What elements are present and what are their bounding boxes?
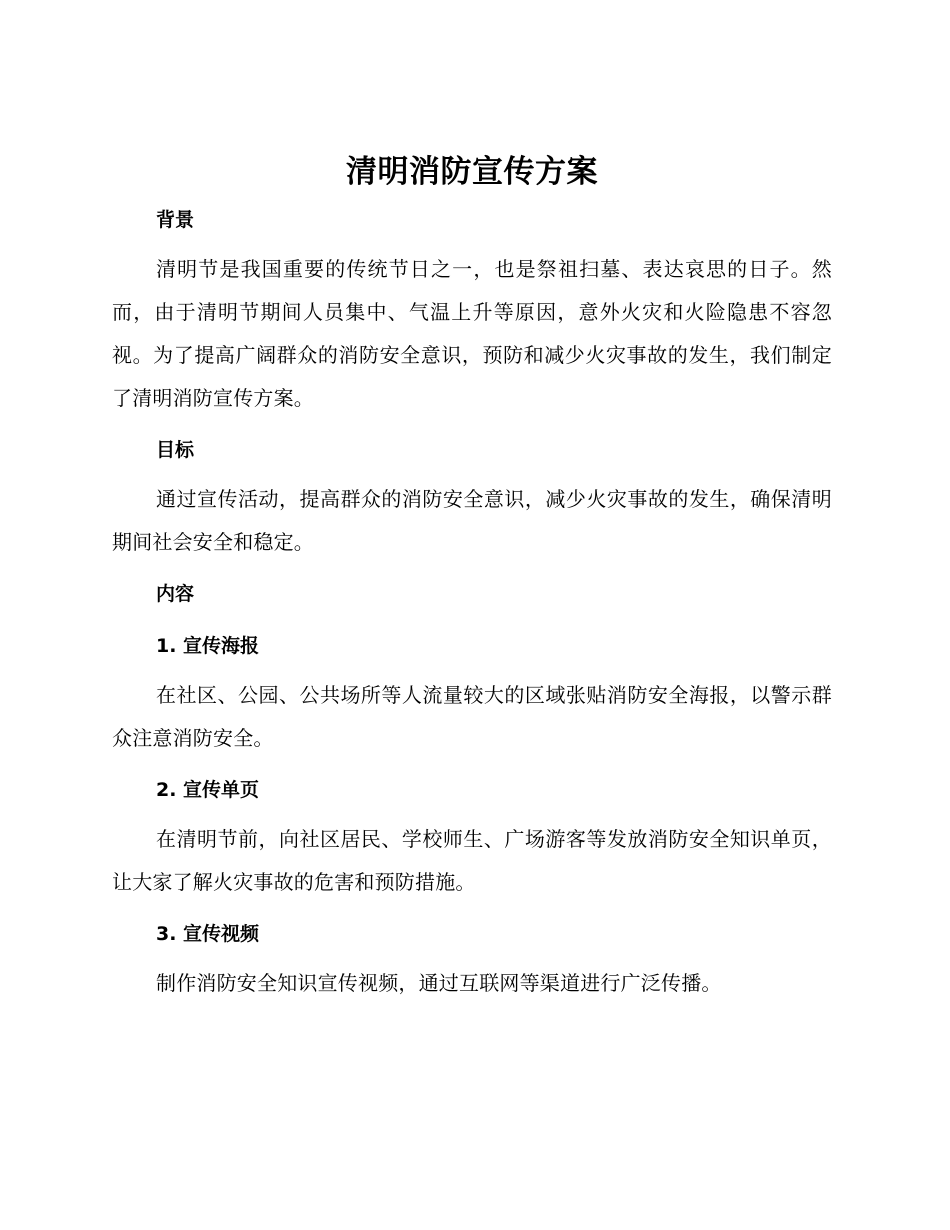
content-item-heading-leaflets: 2. 宣传单页 xyxy=(156,779,260,801)
section-heading-background: 背景 xyxy=(156,209,195,231)
document-title: 清明消防宣传方案 xyxy=(346,154,598,190)
section-heading-content: 内容 xyxy=(156,583,195,605)
content-item-heading-posters: 1. 宣传海报 xyxy=(156,635,260,657)
document-page xyxy=(112,148,832,1005)
content-item-paragraph-posters: 在社区、公园、公共场所等人流量较大的区域张贴消防安全海报，以警示群众注意消防安全。 xyxy=(112,683,832,750)
content-item-heading-video: 3. 宣传视频 xyxy=(156,923,260,945)
section-paragraph-goal: 通过宣传活动，提高群众的消防安全意识，减少火灾事故的发生，确保清明期间社会安全和稳定。 xyxy=(112,487,832,554)
section-paragraph-background: 清明节是我国重要的传统节日之一，也是祭祖扫墓、表达哀思的日子。然而，由于清明节期间人员集中、气温上升等原因，意外火灾和火险隐患不容忽视。为了提高广阔群众的消防安全意识，预防和减少火灾事故的发生，我们制定了清明消防宣传方案。 xyxy=(112,257,832,410)
content-item-paragraph-video: 制作消防安全知识宣传视频，通过互联网等渠道进行广泛传播。 xyxy=(156,971,722,995)
section-heading-goal: 目标 xyxy=(156,439,195,461)
content-item-paragraph-leaflets: 在清明节前，向社区居民、学校师生、广场游客等发放消防安全知识单页，让大家了解火灾事故的危害和预防措施。 xyxy=(112,827,832,894)
